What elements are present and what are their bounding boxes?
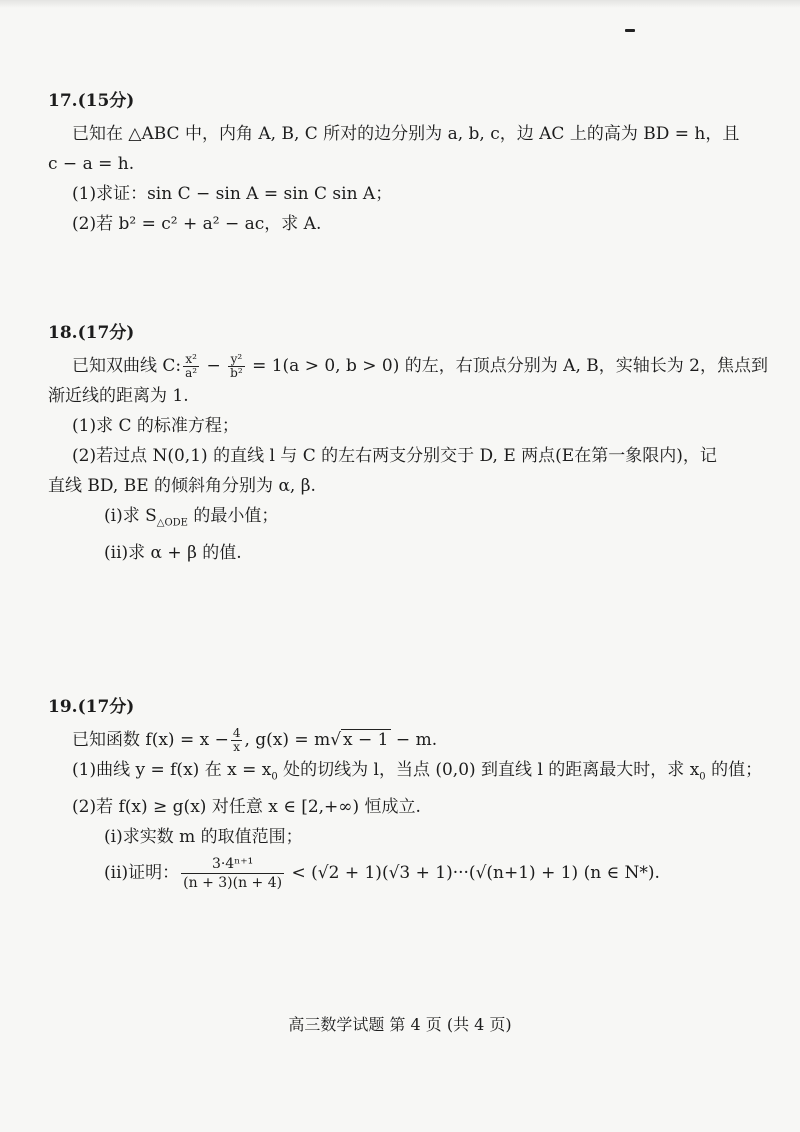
q19-text-c: − m. xyxy=(390,730,438,750)
fraction-numerator: x² xyxy=(183,353,199,367)
fraction-numerator: 3·4ⁿ⁺¹ xyxy=(181,855,284,874)
fraction-denominator: (n + 3)(n + 4) xyxy=(183,875,283,892)
fraction-numerator: 4 xyxy=(232,726,241,740)
question-19-heading: 19.(17分) xyxy=(48,697,135,717)
q17-line-1: 已知在 △ABC 中，内角 A, B, C 所对的边分别为 a, b, c，边 AC 上的高为 BD = h，且 xyxy=(72,124,740,144)
q19-part-2: (2)若 f(x) ≥ g(x) 对任意 x ∈ [2,+∞) 恒成立. xyxy=(72,797,421,818)
q18-sub-i-text-end: 的最小值； xyxy=(187,506,279,526)
q18-part-2: (2)若过点 N(0,1) 的直线 l 与 C 的左右两支分别交于 D, E 两点(E在第一象限内)，记 xyxy=(72,446,717,466)
q19-sub-i: (i)求实数 m 的取值范围； xyxy=(104,827,303,848)
q18-text-b: = 1(a > 0, b > 0) 的左，右顶点分别为 A, B，实轴长为 2，焦点到 xyxy=(246,356,768,376)
fraction-x2-a2 xyxy=(183,353,199,380)
question-18-heading: 18.(17分) xyxy=(48,323,135,343)
q19-sub-ii xyxy=(48,852,768,894)
q19-text-b: , g(x) = m xyxy=(244,730,331,750)
sqrt-radicand: x − 1 xyxy=(343,730,389,750)
fraction-denominator: a² xyxy=(185,366,198,380)
q17-line-2: c − a = h. xyxy=(48,154,135,174)
q18-line-1 xyxy=(48,351,768,381)
q19-part-1-text-a: (1)曲线 y = f(x) 在 x = x xyxy=(72,760,272,780)
q19-line-1: 已知函数 f(x) = x − $\frac{4}{x}$ , g(x) = m√ x − 1 − m. xyxy=(72,726,438,754)
q17-part-1: (1)求证：sin C − sin A = sin C sin A； xyxy=(72,184,393,204)
page-footer: 高三数学试题 第 4 页 (共 4 页) xyxy=(288,1015,512,1034)
fraction-proof xyxy=(181,855,284,892)
subscript: △ODE xyxy=(156,517,188,529)
q18-minus: − xyxy=(201,356,227,376)
q19-part-1 xyxy=(48,755,768,792)
question-19 xyxy=(48,692,768,894)
question-17-heading: 17.(15分) xyxy=(48,91,135,111)
question-17 xyxy=(48,86,768,239)
fraction-denominator: b² xyxy=(230,366,243,380)
q18-line-5: 直线 BD, BE 的倾斜角分别为 α, β. xyxy=(48,476,316,496)
q18-text-a: 已知双曲线 C: xyxy=(72,356,182,376)
q19-sub-ii-text-a: (ii)证明： xyxy=(104,863,180,884)
q18-sub-ii: (ii)求 α + β 的值. xyxy=(104,543,242,564)
fraction-denominator: x xyxy=(233,740,241,754)
question-18 xyxy=(48,318,768,568)
scan-mark xyxy=(625,29,635,32)
q18-sub-i-text: (i)求 S xyxy=(104,506,157,526)
subscript: 0 xyxy=(699,771,706,783)
q19-sub-ii-text-b: < (√2 + 1)(√3 + 1)···(√(n+1) + 1) (n ∈ N*). xyxy=(286,863,660,884)
subscript: 0 xyxy=(271,771,278,783)
fraction-numerator: y² xyxy=(228,353,245,367)
q19-part-1-text-b: 处的切线为 l，当点 (0,0) 到直线 l 的距离最大时，求 x xyxy=(277,760,700,780)
fraction-y2-b2 xyxy=(228,353,245,380)
q18-part-1: (1)求 C 的标准方程； xyxy=(72,416,239,436)
q19-part-1-text-c: 的值； xyxy=(705,760,763,780)
q19-text-a: 已知函数 f(x) = x − xyxy=(72,730,229,750)
q18-sub-i xyxy=(48,501,768,538)
scan-top-edge xyxy=(0,0,800,8)
q17-part-2: (2)若 b² = c² + a² − ac，求 A. xyxy=(72,214,322,234)
q18-line-2: 渐近线的距离为 1. xyxy=(48,386,189,406)
fraction-4-x xyxy=(231,727,243,754)
